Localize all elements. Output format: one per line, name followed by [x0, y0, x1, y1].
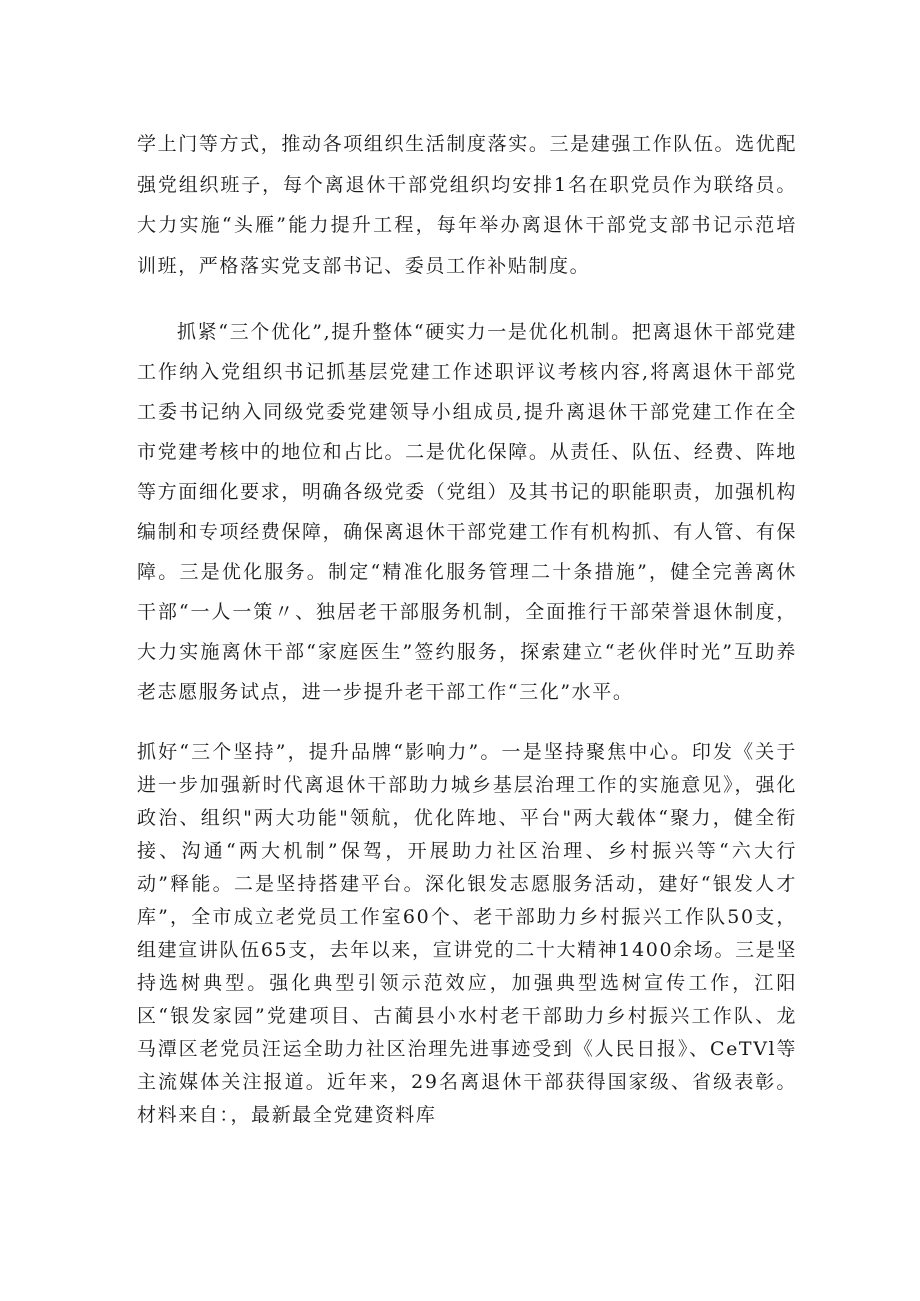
paragraph-three-optimizations: 抓紧“三个优化”,提升整体“硬实力一是优化机制。把离退休干部党建工作纳入党组织书记抓基层党建工作述职评议考核内容,将离退休干部党工委书记纳入同级党委党建领导小组成员,提升离退休干部党建工作在全市党建考核中的地位和占比。二是优化保障。从责任、队伍、经费、阵地等方面细化要求，明确各级党委（党组）及其书记的职能职责，加强机构编制和专项经费保障，确保离退休干部党建工作有机构抓、有人管、有保障。三是优化服务。制定“精准化服务管理二十条措施”，健全完善离休干部“一人一策〃、独居老干部服务机制，全面推行干部荣誉退休制度，大力实施离休干部“家庭医生”签约服务，探索建立“老伙伴时光”互助养老志愿服务试点，进一步提升老干部工作“三化”水平。: [137, 321, 797, 703]
paragraph-three-persistences: 抓好“三个坚持”，提升品牌“影响力”。一是坚持聚焦中心。印发《关于进一步加强新时代离退休干部助力城乡基层治理工作的实施意见》，强化政治、组织"两大功能"领航，优化阵地、平台"两大载体“聚力，健全衔接、沟通“两大机制”保驾，开展助力社区治理、乡村振兴等“六大行动”释能。二是坚持搭建平台。深化银发志愿服务活动，建好“银发人才库”，全市成立老党员工作室60个、老干部助力乡村振兴工作队50支，组建宣讲队伍65支，去年以来，宣讲党的二十大精神1400余场。三是坚持选树典型。强化典型引领示范效应，加强典型选树宣传工作，江阳区“银发家园”党建项目、古蔺县小水村老干部助力乡村振兴工作队、龙马潭区老党员汪运全助力社区治理先进事迹受到《人民日报》、CeTVl等主流媒体关注报道。近年来，29名离退休干部获得国家级、省级表彰。材料来自：，最新最全党建资料库: [137, 741, 797, 1126]
paragraph-team-building: 学上门等方式，推动各项组织生活制度落实。三是建强工作队伍。选优配强党组织班子，每个离退休干部党组织均安排1名在职党员作为联络员。大力实施“头雁”能力提升工程，每年举办离退休干部党支部书记示范培训班，严格落实党支部书记、委员工作补贴制度。: [137, 133, 797, 277]
